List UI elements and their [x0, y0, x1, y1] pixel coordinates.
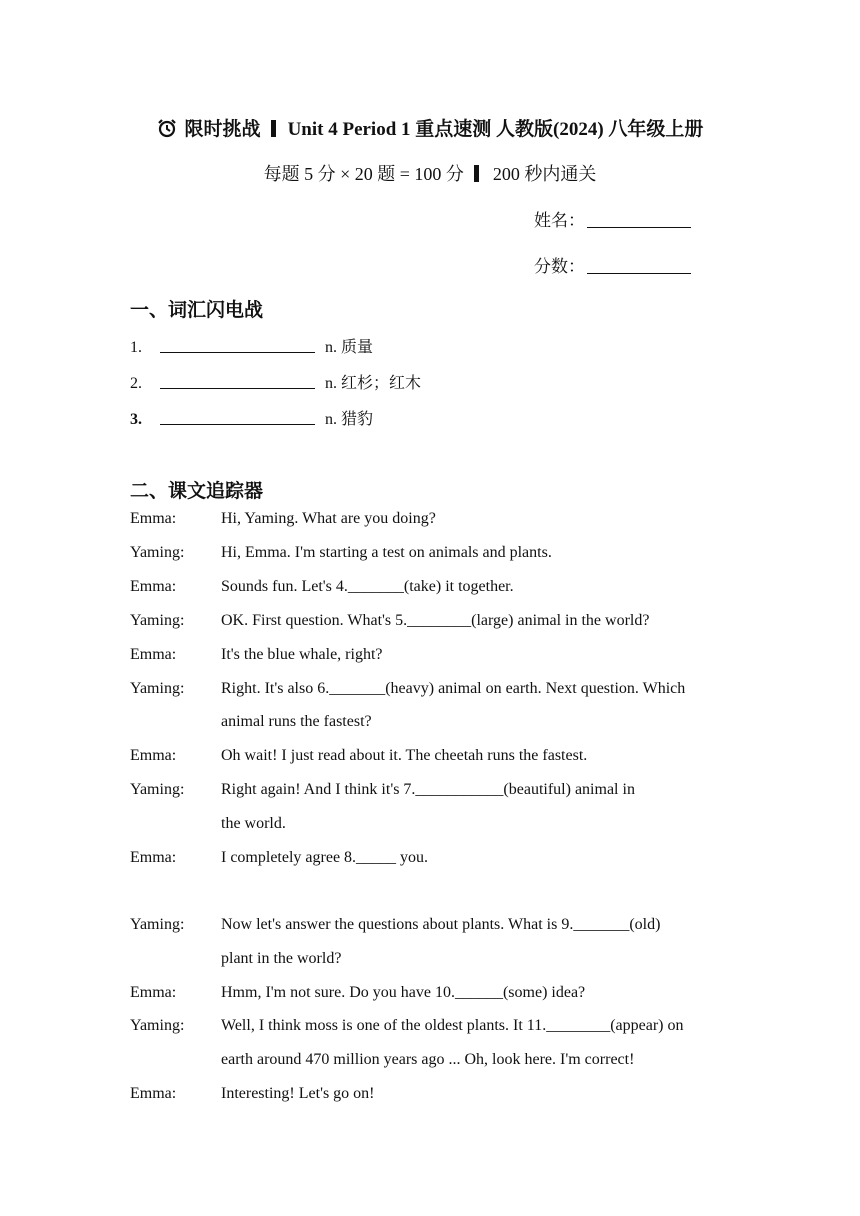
page-subtitle: [0, 160, 860, 186]
score-label: 分数：: [534, 257, 585, 277]
scoring-rule: 每题 5 分 × 20 题 = 100 分: [263, 164, 464, 184]
score-blank[interactable]: [587, 257, 691, 274]
answer-blank[interactable]: [160, 410, 315, 425]
name-blank[interactable]: [587, 211, 691, 228]
dialog-text: Sounds fun. Let's 4._______(take) it together.: [221, 578, 514, 595]
title-unit-label: Unit 4 Period 1 重点速测 人教版(2024) 八年级上册: [287, 119, 704, 140]
speaker: Emma:: [130, 1085, 177, 1102]
vocab-item: [130, 334, 373, 357]
speaker: Emma:: [130, 646, 177, 663]
score-field[interactable]: [534, 252, 691, 277]
chinese-meaning: 质量: [341, 337, 374, 356]
dialog-text: Well, I think moss is one of the oldest plants. It 11.________(appear) on: [221, 1017, 684, 1034]
vocab-item: [130, 370, 421, 393]
speaker: Yaming:: [130, 916, 185, 933]
item-meaning: [325, 339, 373, 356]
chinese-meaning: 猎豹: [341, 409, 374, 428]
dialog-text: animal runs the fastest?: [221, 713, 372, 730]
chinese-meaning: 红杉；红木: [341, 373, 422, 392]
speaker: Emma:: [130, 984, 177, 1001]
dialog-text: Right again! And I think it's 7.___________(beautiful) animal in: [221, 781, 635, 798]
name-field[interactable]: [534, 206, 691, 231]
dialog-text: Interesting! Let's go on!: [221, 1085, 375, 1102]
speaker: Emma:: [130, 849, 177, 866]
dialog-text: OK. First question. What's 5.________(large) animal in the world?: [221, 612, 650, 629]
speaker: Yaming:: [130, 544, 185, 561]
dialog-text: Oh wait! I just read about it. The cheetah runs the fastest.: [221, 747, 588, 764]
dialog-text: It's the blue whale, right?: [221, 646, 383, 663]
title-divider: [271, 120, 276, 137]
alarm-clock-icon: [157, 118, 177, 144]
time-limit: 200 秒内通关: [492, 164, 597, 184]
section-heading-text-tracker: 二、课文追踪器: [130, 480, 264, 502]
speaker: Emma:: [130, 747, 177, 764]
dialog-text: the world.: [221, 815, 286, 832]
speaker: Yaming:: [130, 612, 185, 629]
speaker: Emma:: [130, 578, 177, 595]
dialog-text: earth around 470 million years ago ... Oh, look here. I'm correct!: [221, 1051, 635, 1068]
section-heading-vocabulary: 一、词汇闪电战: [130, 299, 264, 321]
item-number: 1.: [130, 339, 142, 356]
name-label: 姓名：: [534, 211, 585, 231]
dialog-text: Hi, Emma. I'm starting a test on animals and plants.: [221, 544, 552, 561]
title-challenge-label: 限时挑战: [184, 118, 261, 140]
subtitle-divider: [474, 165, 479, 182]
dialog-text: Right. It's also 6._______(heavy) animal on earth. Next question. Which: [221, 680, 686, 697]
part-of-speech: n.: [325, 375, 337, 392]
dialog-text: Hmm, I'm not sure. Do you have 10.______(some) idea?: [221, 984, 586, 1001]
dialog-text: plant in the world?: [221, 950, 342, 967]
item-number: 2.: [130, 375, 142, 392]
part-of-speech: n.: [325, 411, 337, 428]
dialog-text: Hi, Yaming. What are you doing?: [221, 510, 436, 527]
vocab-item: [130, 406, 373, 429]
dialog-text: I completely agree 8._____ you.: [221, 849, 429, 866]
speaker: Yaming:: [130, 1017, 185, 1034]
item-meaning: [325, 411, 373, 428]
item-number: 3.: [130, 411, 142, 428]
answer-blank[interactable]: [160, 374, 315, 389]
answer-blank[interactable]: [160, 338, 315, 353]
dialog-text: Now let's answer the questions about plants. What is 9._______(old): [221, 916, 661, 933]
speaker: Yaming:: [130, 680, 185, 697]
speaker: Emma:: [130, 510, 177, 527]
speaker: Yaming:: [130, 781, 185, 798]
page-title: [0, 114, 860, 144]
part-of-speech: n.: [325, 339, 337, 356]
item-meaning: [325, 375, 421, 392]
